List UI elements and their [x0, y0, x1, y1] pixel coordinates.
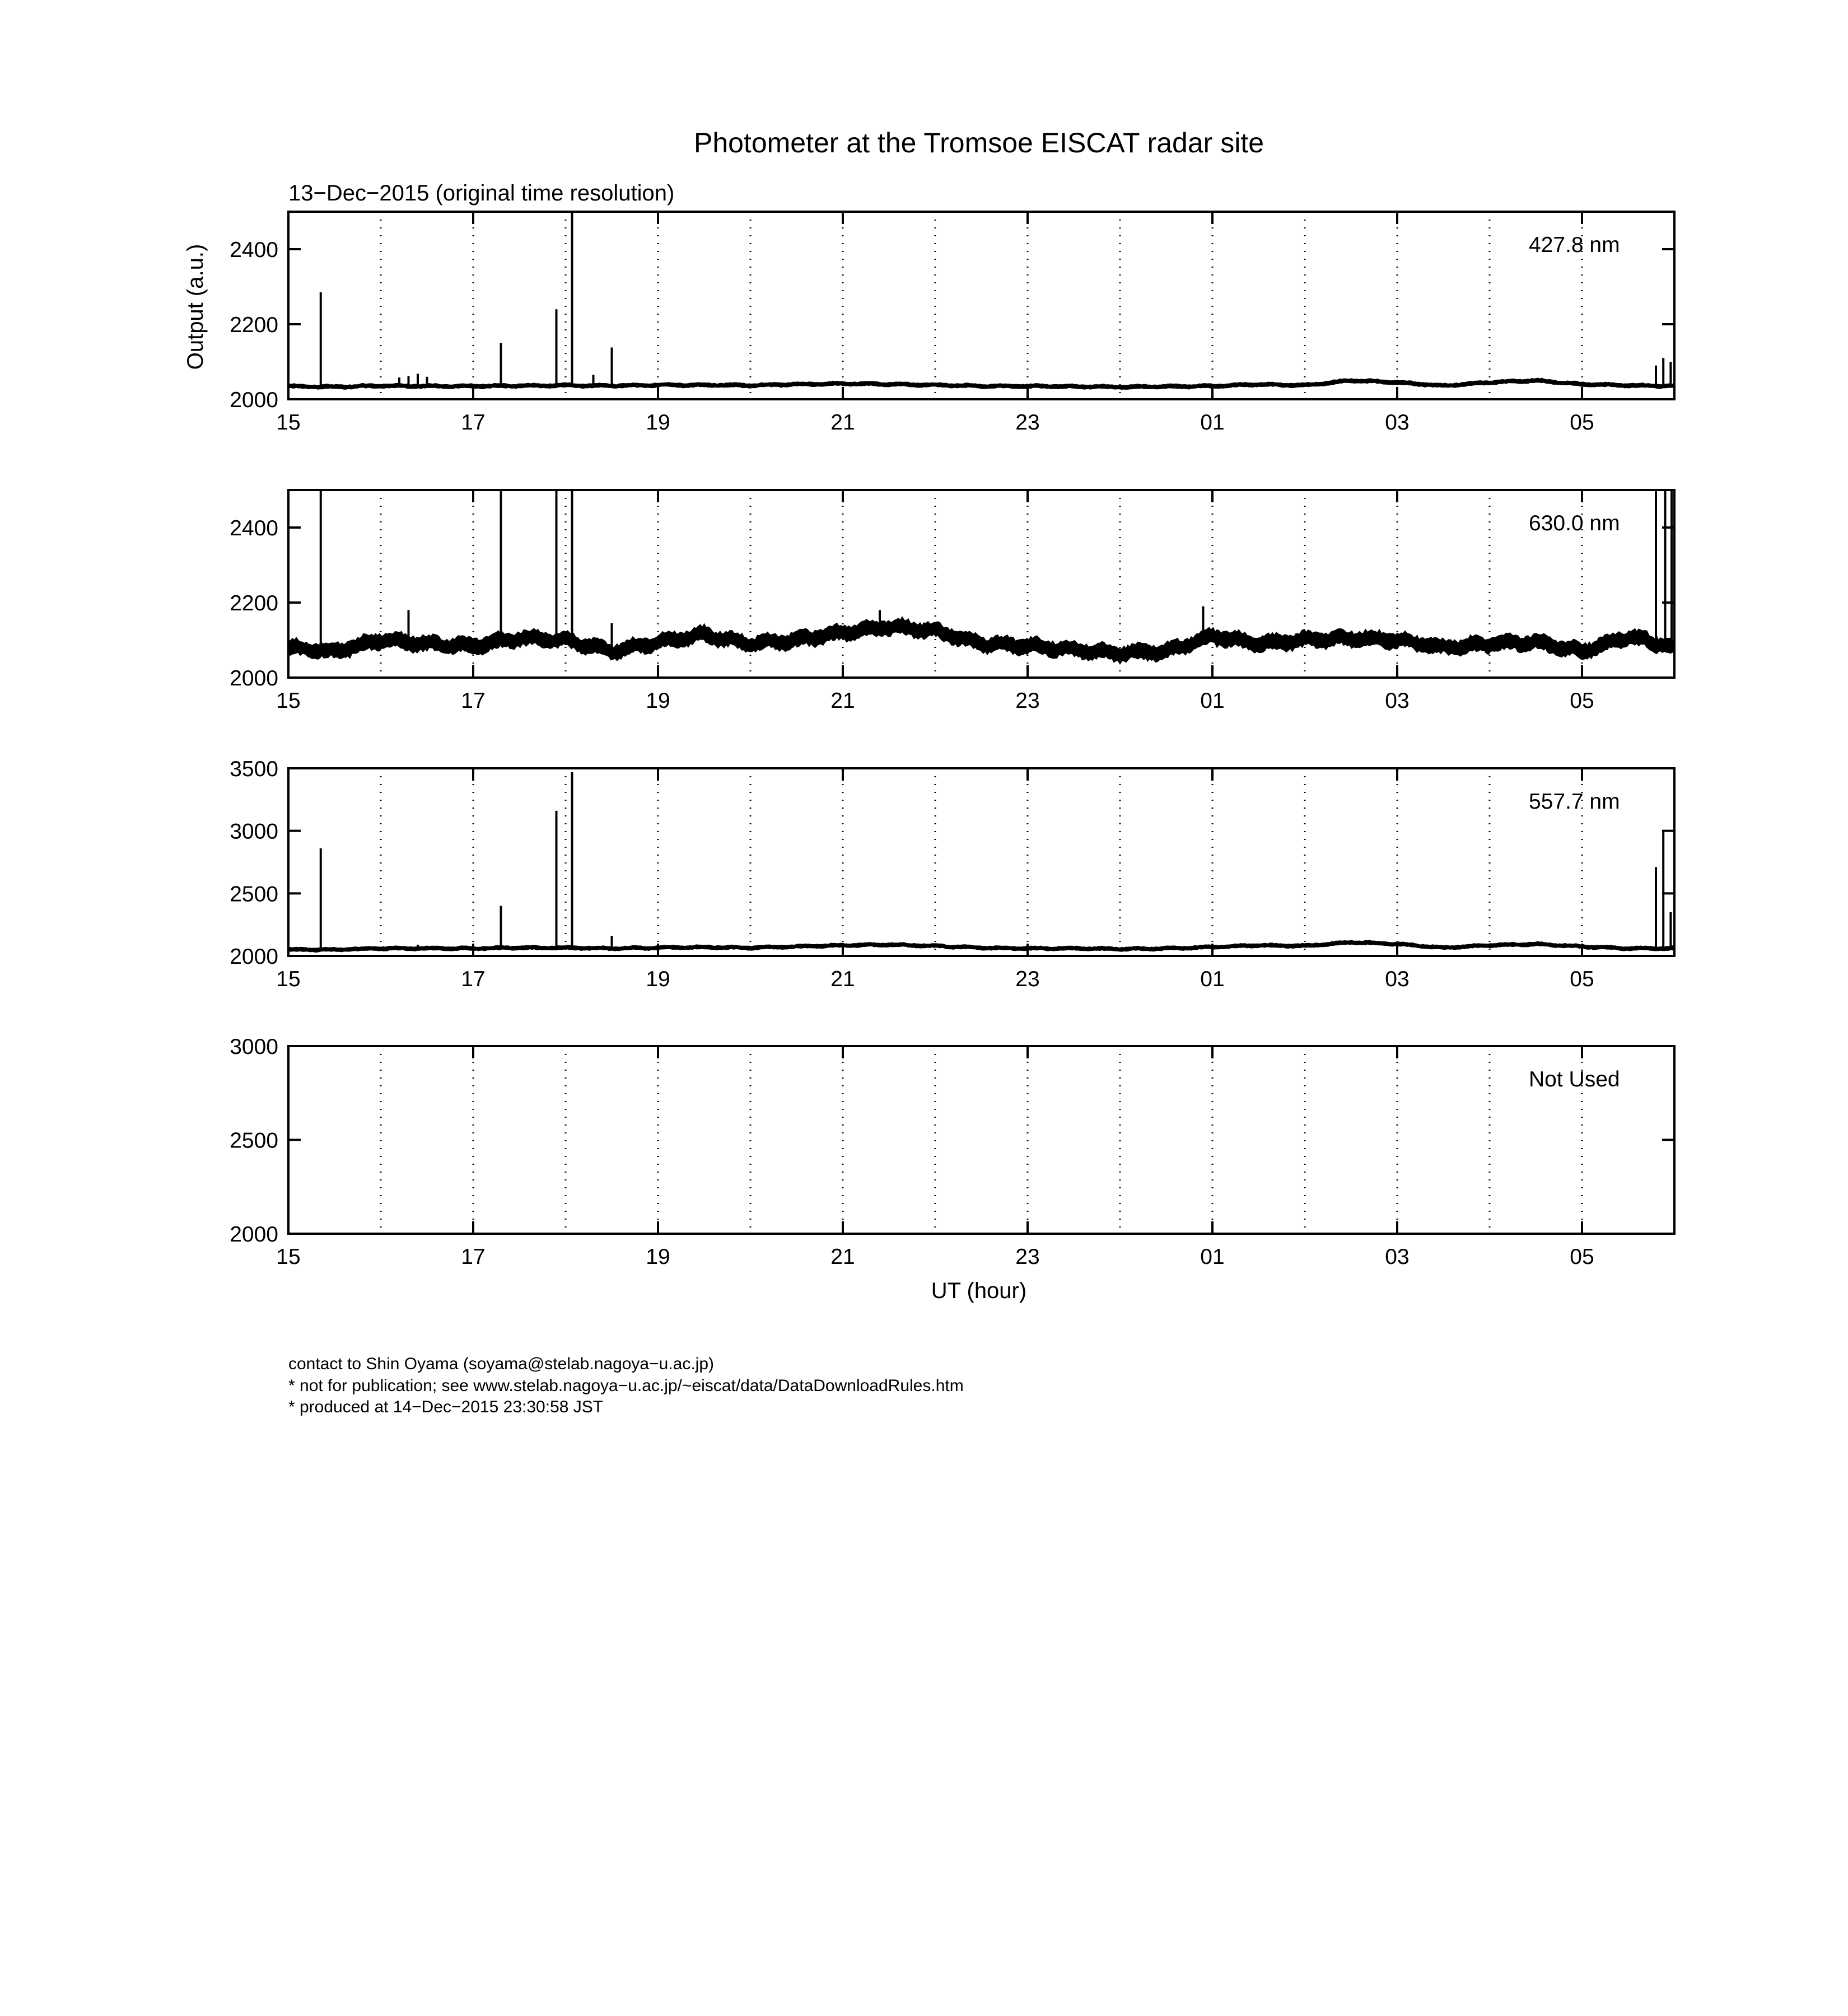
x-tick-label: 21 — [830, 967, 855, 991]
panel-2 — [230, 490, 1674, 713]
x-tick-label: 23 — [1015, 410, 1040, 435]
x-tick-label: 15 — [276, 410, 301, 435]
x-tick-label: 01 — [1200, 689, 1225, 713]
panel-4 — [230, 1035, 1674, 1269]
x-tick-label: 17 — [461, 967, 486, 991]
x-tick-label: 21 — [830, 1245, 855, 1269]
x-tick-label: 15 — [276, 967, 301, 991]
footer-line-2: * not for publication; see www.stelab.nagoya−u.ac.jp/~eiscat/data/DataDownloadRules.htm — [288, 1376, 964, 1395]
x-tick-label: 19 — [646, 1245, 670, 1269]
y-tick-label: 2500 — [230, 1128, 278, 1153]
chart-title: Photometer at the Tromsoe EISCAT radar site — [693, 127, 1264, 158]
x-tick-label: 03 — [1385, 967, 1410, 991]
x-tick-label: 05 — [1570, 1245, 1594, 1269]
x-tick-label: 03 — [1385, 410, 1410, 435]
panel-wavelength-label: 427.8 nm — [1529, 233, 1620, 257]
x-tick-label: 23 — [1015, 1245, 1040, 1269]
x-tick-label: 01 — [1200, 410, 1225, 435]
y-tick-label: 2200 — [230, 591, 278, 615]
axes-frame — [288, 1046, 1674, 1234]
axes-frame — [288, 768, 1674, 956]
x-tick-label: 05 — [1570, 410, 1594, 435]
y-tick-label: 2000 — [230, 388, 278, 412]
y-tick-label: 2000 — [230, 666, 278, 690]
y-tick-label: 2000 — [230, 945, 278, 969]
x-tick-label: 17 — [461, 689, 486, 713]
y-tick-label: 3000 — [230, 819, 278, 844]
x-tick-label: 05 — [1570, 967, 1594, 991]
y-tick-label: 2200 — [230, 313, 278, 337]
x-tick-label: 15 — [276, 1245, 301, 1269]
x-tick-label: 03 — [1385, 1245, 1410, 1269]
chart-subtitle: 13−Dec−2015 (original time resolution) — [288, 181, 675, 206]
footer-line-1: contact to Shin Oyama (soyama@stelab.nagoya−u.ac.jp) — [288, 1355, 715, 1373]
x-tick-label: 21 — [830, 410, 855, 435]
x-tick-label: 01 — [1200, 1245, 1225, 1269]
x-tick-label: 17 — [461, 410, 486, 435]
footer-line-3: * produced at 14−Dec−2015 23:30:58 JST — [288, 1398, 604, 1416]
x-tick-label: 23 — [1015, 689, 1040, 713]
x-tick-label: 21 — [830, 689, 855, 713]
y-tick-label: 3500 — [230, 757, 278, 781]
x-tick-label: 19 — [646, 689, 670, 713]
x-tick-label: 17 — [461, 1245, 486, 1269]
x-tick-label: 23 — [1015, 967, 1040, 991]
y-tick-label: 2400 — [230, 238, 278, 262]
y-tick-label: 3000 — [230, 1035, 278, 1059]
panel-wavelength-label: 557.7 nm — [1529, 790, 1620, 814]
y-tick-label: 2400 — [230, 516, 278, 540]
panel-wavelength-label: Not Used — [1529, 1067, 1620, 1091]
panel-wavelength-label: 630.0 nm — [1529, 511, 1620, 535]
panel-3 — [230, 757, 1674, 991]
x-tick-label: 19 — [646, 967, 670, 991]
x-tick-label: 05 — [1570, 689, 1594, 713]
x-tick-label: 15 — [276, 689, 301, 713]
panel-1 — [230, 212, 1674, 435]
chart-panels — [230, 212, 1674, 1269]
x-axis-label: UT (hour) — [931, 1278, 1027, 1303]
y-tick-label: 2500 — [230, 882, 278, 907]
x-tick-label: 03 — [1385, 689, 1410, 713]
x-tick-label: 19 — [646, 410, 670, 435]
y-axis-label: Output (a.u.) — [183, 244, 208, 370]
y-tick-label: 2000 — [230, 1222, 278, 1247]
x-tick-label: 01 — [1200, 967, 1225, 991]
axes-frame — [288, 212, 1674, 399]
